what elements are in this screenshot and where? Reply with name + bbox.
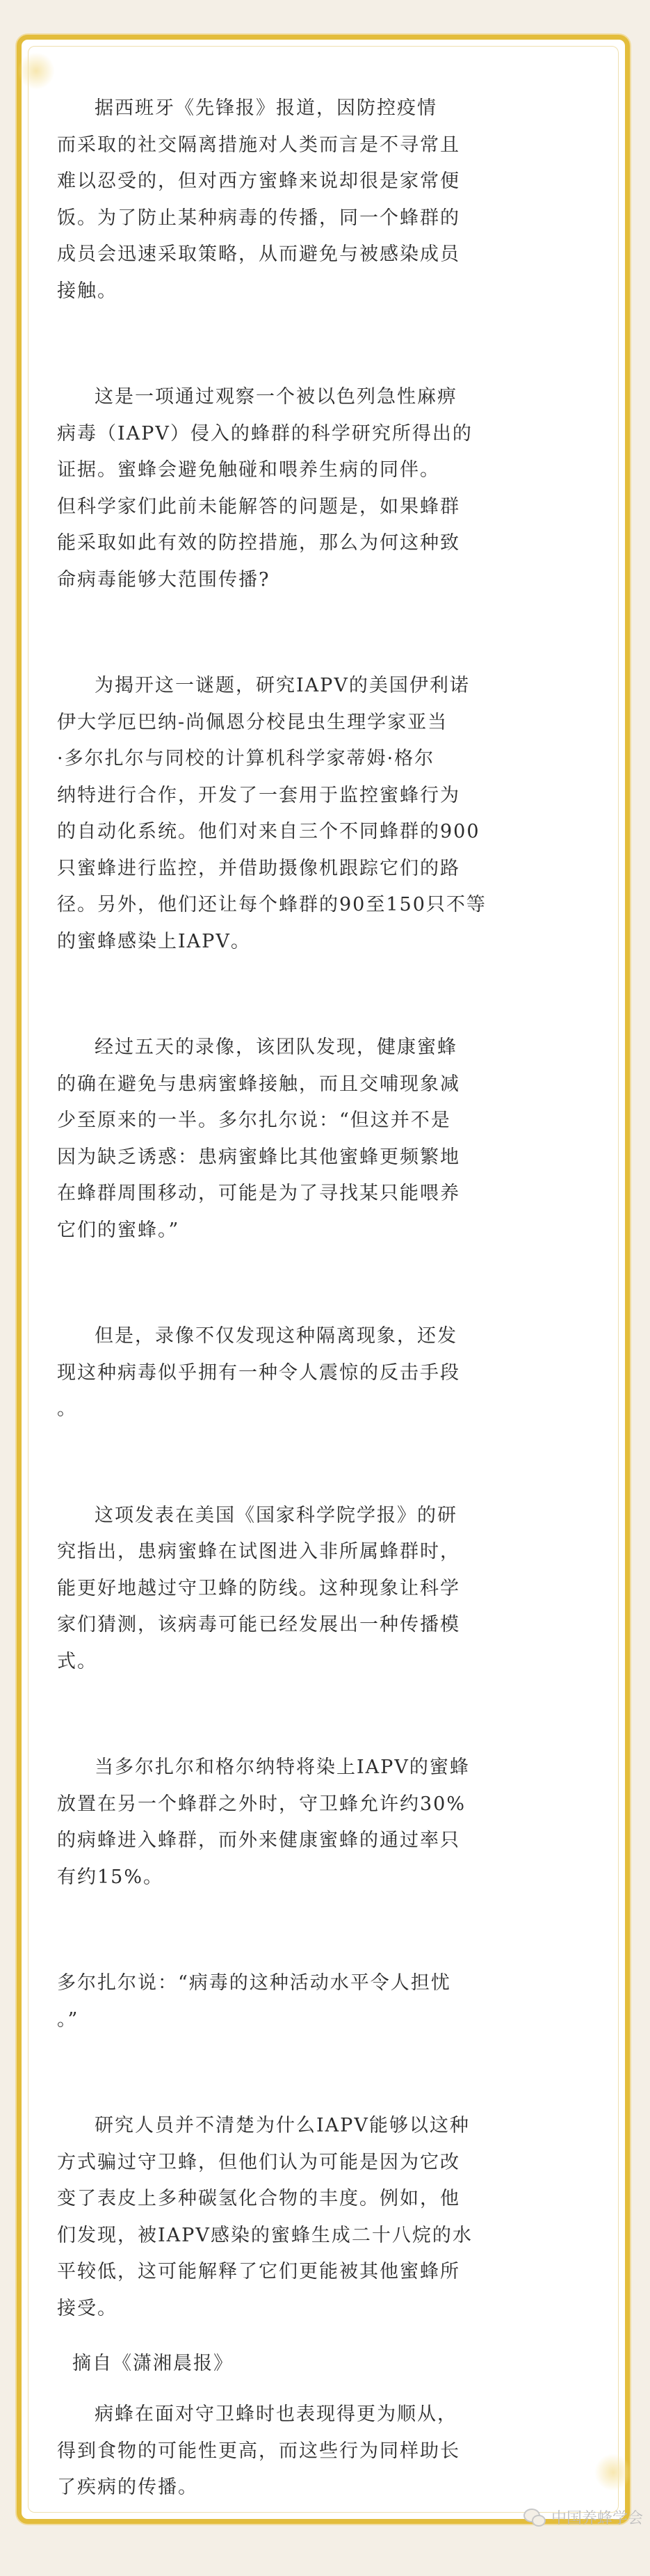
corner-glow-decoration	[594, 2454, 632, 2491]
article-paragraph: 这项发表在美国《国家科学院学报》的研 究指出，患病蜜蜂在试图进入非所属蜂群时， 能更好地越过守卫蜂的防线。这种现象让科学 家们猜测，该病毒可能已经发展出一种传播模 式。	[57, 1504, 460, 1672]
article-paragraph-quote: 多尔扎尔说：“病毒的这种活动水平令人担忧 。”	[57, 1972, 451, 2031]
article-paragraph: 为揭开这一谜题，研究IAPV的美国伊利诺 伊大学厄巴纳-尚佩恩分校昆虫生理学家亚当 ·多尔扎尔与同校的计算机科学家蒂姆·格尔 纳特进行合作，开发了一套用于监控蜜蜂行为 的自动化系统。他们对来自三个不同蜂群的900 只蜜蜂进行监控，并借助摄像机跟踪它们的路 径。另外，他们还让每个蜂群的90至150只不等 的蜜蜂感染上IAPV。	[57, 675, 487, 952]
article-source: 摘自《潇湘晨报》	[72, 2353, 234, 2374]
article-paragraph: 但是，录像不仅发现这种隔离现象，还发 现这种病毒似乎拥有一种令人震惊的反击手段 。	[57, 1325, 460, 1420]
article-paragraph: 经过五天的录像，该团队发现，健康蜜蜂 的确在避免与患病蜜蜂接触，而且交哺现象减 少至原来的一半。多尔扎尔说：“但这并不是 因为缺乏诱惑：患病蜜蜂比其他蜜蜂更频繁地 在蜂群周围移动，可能是为了寻找某只能喂养 它们的蜜蜂。”	[57, 1037, 460, 1241]
watermark-text: 中国养蜂学会	[551, 2509, 643, 2527]
watermark	[523, 2506, 643, 2528]
article-body	[57, 90, 592, 2576]
article-paragraph: 据西班牙《先锋报》报道，因防控疫情 而采取的社交隔离措施对人类而言是不寻常且 难以忍受的，但对西方蜜蜂来说却很是家常便 饭。为了防止某种病毒的传播，同一个蜂群的 成员会迅速采取策略，从而避免与被感染成员 接触。	[57, 97, 460, 302]
article-paragraph: 当多尔扎尔和格尔纳特将染上IAPV的蜜蜂 放置在另一个蜂群之外时，守卫蜂允许约30% 的病蜂进入蜂群，而外来健康蜜蜂的通过率只 有约15%。	[57, 1757, 470, 1888]
article-paragraph: 研究人员并不清楚为什么IAPV能够以这种 方式骗过守卫蜂，但他们认为可能是因为它改 变了表皮上多种碳氢化合物的丰度。例如，他 们发现，被IAPV感染的蜜蜂生成二十八烷的水 平较低，这可能解释了它们更能被其他蜜蜂所 接受。	[57, 2115, 473, 2319]
article-paragraph: 这是一项通过观察一个被以色列急性麻痹 病毒（IAPV）侵入的蜂群的科学研究所得出的 证据。蜜蜂会避免触碰和喂养生病的同伴。 但科学家们此前未能解答的问题是，如果蜂群 能采取如此有效的防控措施，那么为何这种致 命病毒能够大范围传播?	[57, 386, 473, 591]
wechat-icon	[523, 2509, 546, 2527]
article-paragraph: 病蜂在面对守卫蜂时也表现得更为顺从， 得到食物的可能性更高，而这些行为同样助长 了疾病的传播。	[57, 2403, 460, 2498]
corner-glow-decoration	[17, 52, 55, 90]
